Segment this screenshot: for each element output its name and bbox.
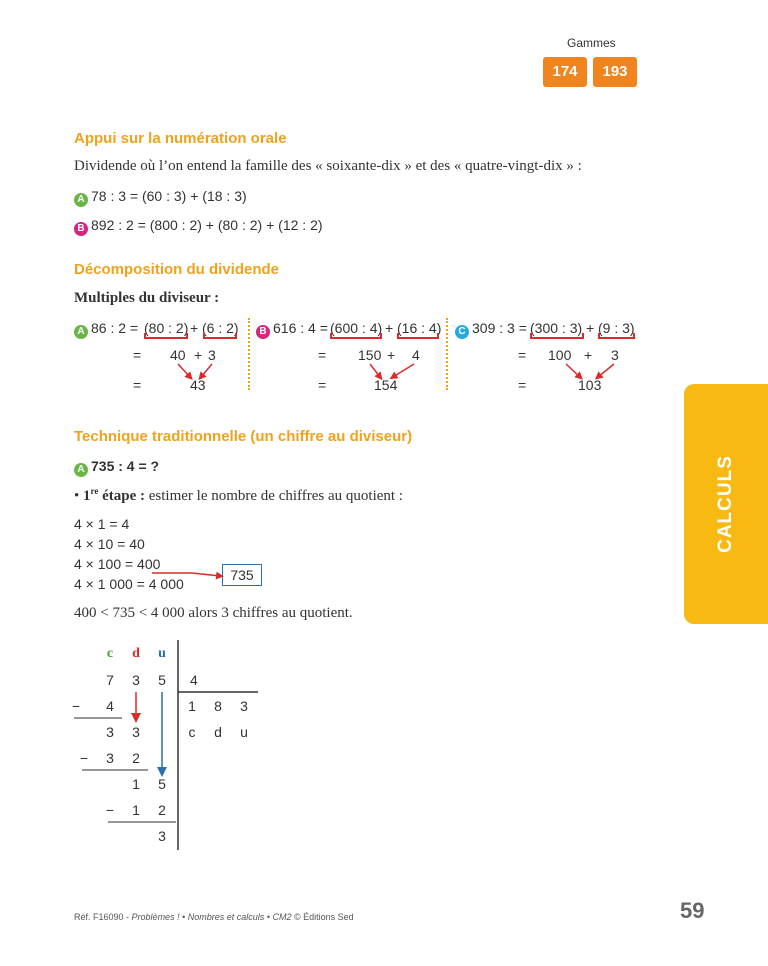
problem-text: 735 : 4 = ? <box>91 458 160 474</box>
line-b-text: 892 : 2 = (800 : 2) + (80 : 2) + (12 : 2) <box>91 217 323 233</box>
part2: (16 : 4) <box>397 320 442 336</box>
result2: 3 <box>611 347 619 363</box>
quotient-label: d <box>214 724 222 740</box>
step-digit: 3 <box>106 724 114 740</box>
badge-c-icon: C <box>455 325 469 339</box>
lhs: 86 : 2 = <box>91 320 139 336</box>
mult-line-1: 4 × 1 = 4 <box>74 516 130 532</box>
result1: 40 <box>170 347 186 363</box>
part2: (6 : 2) <box>202 320 239 336</box>
step-digit: 3 <box>106 750 114 766</box>
divider <box>446 318 448 390</box>
gammes-badge-193[interactable]: 193 <box>593 57 637 87</box>
step-digit: 2 <box>158 802 166 818</box>
plus: + <box>586 320 595 336</box>
section3-problem <box>74 458 159 477</box>
step-digit: 5 <box>158 776 166 792</box>
lhs: 309 : 3 = <box>472 320 527 336</box>
plus: + <box>387 347 396 363</box>
result1: 150 <box>358 347 382 363</box>
quotient-digit: 3 <box>240 698 248 714</box>
line-a-text: 78 : 3 = (60 : 3) + (18 : 3) <box>91 188 247 204</box>
decomp-example-b <box>256 320 328 339</box>
plus: + <box>385 320 394 336</box>
plus: + <box>194 347 203 363</box>
step-text: estimer le nombre de chiffres au quotient : <box>148 488 403 504</box>
divisor: 4 <box>190 672 198 688</box>
step-digit: 4 <box>106 698 114 714</box>
badge-b-icon: B <box>74 222 88 236</box>
part2: (9 : 3) <box>598 320 635 336</box>
quotient-digit: 1 <box>188 698 196 714</box>
conclusion: 400 < 735 < 4 000 alors 3 chiffres au quotient. <box>74 605 353 621</box>
minus-sign: − <box>79 750 89 766</box>
eq: = <box>518 347 527 363</box>
section1-line-a <box>74 188 247 207</box>
section1-text: Dividende où l’on entend la famille des « soixante-dix » et des « quatre-vingt-dix » : <box>74 158 582 174</box>
total: 43 <box>190 377 206 393</box>
section2-subtitle: Multiples du diviseur : <box>74 290 220 306</box>
total: 154 <box>374 377 398 393</box>
divider <box>248 318 250 390</box>
minus-sign: − <box>105 802 115 818</box>
plus: + <box>584 347 593 363</box>
decomp-example-c <box>455 320 527 339</box>
side-tab <box>684 384 768 624</box>
plus: + <box>190 320 199 336</box>
section1-line-b <box>74 217 323 236</box>
lhs: 616 : 4 = <box>273 320 328 336</box>
dividend-digit: 3 <box>132 672 140 688</box>
col-header-d: d <box>132 646 140 661</box>
badge-a-icon: A <box>74 193 88 207</box>
badge-a-icon: A <box>74 463 88 477</box>
step-digit: 2 <box>132 750 140 766</box>
eq: = <box>133 347 142 363</box>
mult-line-4: 4 × 1 000 = 4 000 <box>74 576 184 592</box>
section3-title: Technique traditionnelle (un chiffre au diviseur) <box>74 428 413 445</box>
step-label: 1re étape : <box>83 486 145 504</box>
step-digit: 1 <box>132 802 140 818</box>
part1: (300 : 3) <box>530 320 583 336</box>
gammes-badge-174[interactable]: 174 <box>543 57 587 87</box>
page-number: 59 <box>680 898 705 923</box>
col-header-c: c <box>106 646 114 661</box>
eq: = <box>133 377 142 393</box>
total: 103 <box>578 377 602 393</box>
eq: = <box>318 347 327 363</box>
result2: 3 <box>208 347 216 363</box>
badge-a-icon: A <box>74 325 88 339</box>
mult-line-2: 4 × 10 = 40 <box>74 536 145 552</box>
minus-sign: − <box>71 698 81 714</box>
quotient-digit: 8 <box>214 698 222 714</box>
badge-b-icon: B <box>256 325 270 339</box>
boxed-735: 735 <box>222 564 262 586</box>
eq: = <box>318 377 327 393</box>
step-line <box>74 486 403 505</box>
gammes-label: Gammes <box>567 36 616 50</box>
section1-title: Appui sur la numération orale <box>74 130 287 147</box>
remainder: 3 <box>158 828 166 844</box>
side-tab-label: CALCULS <box>715 455 736 553</box>
part1: (600 : 4) <box>330 320 383 336</box>
bullet: • <box>74 488 80 504</box>
part1: (80 : 2) <box>144 320 189 336</box>
decomp-example-a <box>74 320 138 339</box>
quotient-label: u <box>240 724 248 740</box>
section2-title: Décomposition du dividende <box>74 261 280 278</box>
col-header-u: u <box>158 646 166 661</box>
dividend-digit: 5 <box>158 672 166 688</box>
footer-ref: Réf. F16090 - Problèmes ! • Nombres et calculs • CM2 © Éditions Sed <box>74 912 354 922</box>
step-digit: 3 <box>132 724 140 740</box>
eq: = <box>518 377 527 393</box>
step-digit: 1 <box>132 776 140 792</box>
quotient-label: c <box>188 724 196 740</box>
dividend-digit: 7 <box>106 672 114 688</box>
result2: 4 <box>412 347 420 363</box>
mult-line-3: 4 × 100 = 400 <box>74 556 161 572</box>
result1: 100 <box>548 347 572 363</box>
